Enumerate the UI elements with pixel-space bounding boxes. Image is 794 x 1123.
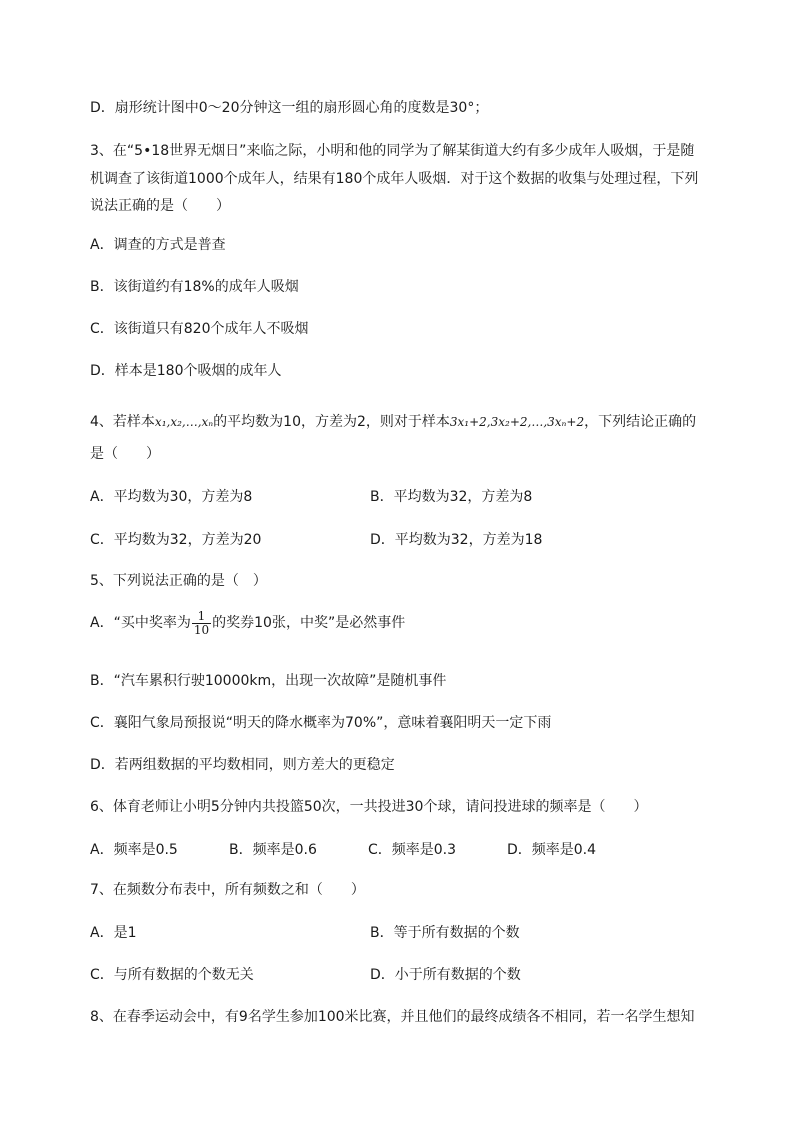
q7-stem: 7、在频数分布表中，所有频数之和（ ） [90, 882, 365, 898]
q5-option-d: D．若两组数据的平均数相同，则方差大的更稳定 [90, 757, 395, 773]
q3-stem-line1: 3、在“5•18世界无烟日”来临之际，小明和他的同学为了解某街道大约有多少成年人吸烟，于是随 [90, 143, 695, 159]
q5-option-a [90, 609, 405, 637]
q5-stem: 5、下列说法正确的是（ ） [90, 573, 267, 589]
q5-option-c: C．襄阳气象局预报说“明天的降水概率为70%”，意味着襄阳明天一定下雨 [90, 715, 552, 731]
q4-stem-mid: 的平均数为10，方差为2，则对于样本 [213, 414, 450, 430]
q4-option-d: D．平均数为32，方差为18 [370, 532, 543, 548]
q4-stem-prefix: 4、若样本 [90, 414, 155, 430]
q6-option-d: D．频率是0.4 [507, 842, 597, 858]
q7-option-b: B．等于所有数据的个数 [370, 925, 520, 941]
q3-stem-line2: 机调查了该街道1000个成年人，结果有180个成年人吸烟．对于这个数据的收集与处理过程，下列 [90, 171, 699, 187]
q4-stem-line2: 是（ ） [90, 446, 160, 462]
q7-option-d: D．小于所有数据的个数 [370, 967, 521, 983]
q4-sample-formula: x₁,x₂,…,xₙ [154, 415, 214, 429]
q4-option-b: B．平均数为32，方差为8 [370, 489, 533, 505]
q3-option-c: C．该街道只有820个成年人不吸烟 [90, 321, 309, 337]
q5-fraction [192, 610, 211, 637]
q3-stem-line3: 说法正确的是（ ） [90, 198, 230, 214]
q4-option-a: A．平均数为30，方差为8 [90, 489, 253, 505]
q7-option-c: C．与所有数据的个数无关 [90, 967, 254, 983]
q6-stem: 6、体育老师让小明5分钟内共投篮50次，一共投进30个球，请问投进球的频率是（ ） [90, 799, 648, 815]
q4-stem-suffix: ，下列结论正确的 [584, 414, 697, 430]
q8-stem: 8、在春季运动会中，有9名学生参加100米比赛，并且他们的最终成绩各不相同，若一名学生想知 [90, 1009, 695, 1025]
q6-options [90, 840, 596, 860]
q5-fraction-numerator: 1 [192, 610, 211, 624]
q4-sample2-formula: 3x₁+2,3x₂+2,…,3xₙ+2 [449, 415, 585, 429]
q2-option-d: D．扇形统计图中0～20分钟这一组的扇形圆心角的度数是30°； [90, 100, 489, 116]
q4-stem-line1 [90, 412, 696, 432]
q5-option-a-suffix: 的奖券10张，中奖”是必然事件 [212, 615, 406, 631]
q7-option-a: A．是1 [90, 925, 137, 941]
q3-option-d: D．样本是180个吸烟的成年人 [90, 363, 282, 379]
q6-option-c: C．频率是0.3 [368, 842, 457, 858]
q5-option-a-prefix: A．“买中奖率为 [90, 615, 191, 631]
q6-option-b: B．频率是0.6 [229, 842, 317, 858]
q3-option-a: A．调查的方式是普查 [90, 237, 226, 253]
q3-option-b: B．该街道约有18%的成年人吸烟 [90, 279, 299, 295]
q5-fraction-denominator: 10 [193, 622, 210, 637]
q5-option-b: B．“汽车累积行驶10000km，出现一次故障”是随机事件 [90, 673, 447, 689]
q4-option-c: C．平均数为32，方差为20 [90, 532, 262, 548]
q6-option-a: A．频率是0.5 [90, 842, 178, 858]
